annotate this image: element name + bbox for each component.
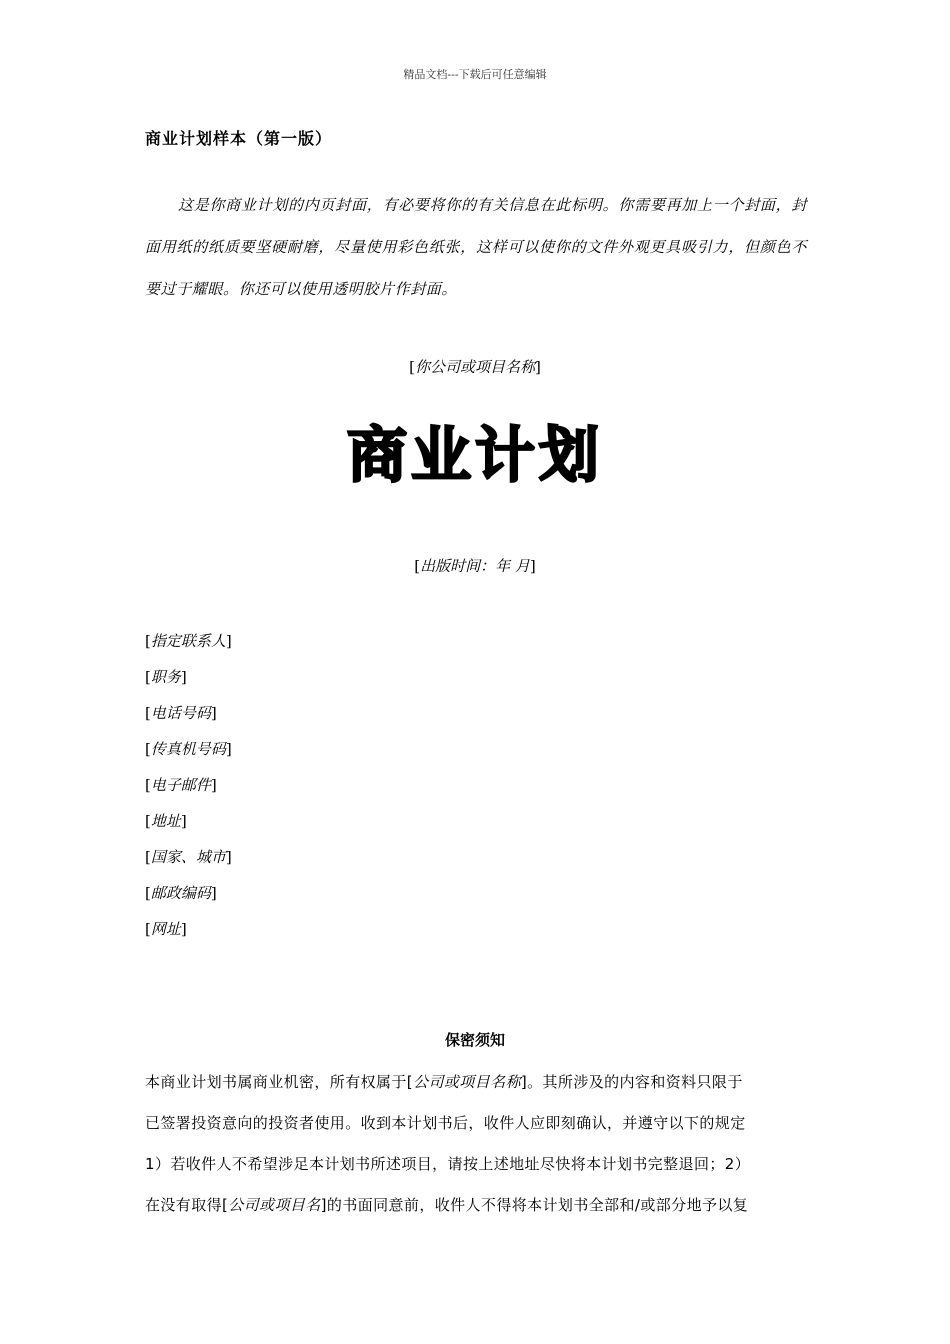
contact-item: [电话号码] — [145, 704, 217, 722]
bracket-open: [ — [409, 358, 415, 376]
contact-item: [传真机号码] — [145, 740, 232, 758]
contact-label: 网址 — [150, 920, 181, 938]
confidentiality-title: 保密须知 — [444, 1031, 505, 1049]
contact-label: 传真机号码 — [150, 740, 226, 758]
contact-label: 电子邮件 — [150, 776, 211, 794]
paragraph-line — [145, 1185, 809, 1226]
document-heading: 商业计划样本（第一版） — [145, 129, 333, 148]
company-name-text: 你公司或项目名称 — [414, 358, 535, 376]
paragraph-line — [145, 1062, 809, 1103]
bracket-close: ] — [529, 557, 536, 575]
paragraph-line: 1）若收件人不希望涉足本计划书所述项目，请按上述地址尽快将本计划书完整退回；2） — [145, 1155, 751, 1173]
contact-item: [邮政编码] — [145, 884, 217, 902]
text-run: 在没有取得[ — [145, 1196, 229, 1214]
contact-label: 邮政编码 — [150, 884, 211, 902]
bracket-open: [ — [414, 557, 421, 575]
header-note: 精品文档---下载后可任意编辑 — [403, 68, 547, 81]
company-name-placeholder — [0, 356, 950, 377]
contact-item: [指定联系人] — [145, 632, 232, 650]
contact-label: 国家、城市 — [150, 848, 226, 866]
contact-item: [国家、城市] — [145, 848, 232, 866]
contact-label: 职务 — [150, 668, 181, 686]
contact-item: [地址] — [145, 812, 187, 830]
publish-date-text: 出版时间：年 月 — [420, 557, 530, 575]
main-title: 商业计划 — [347, 421, 603, 491]
paragraph-line: 已签署投资意向的投资者使用。收到本计划书后，收件人应即刻确认，并遵守以下的规定 — [145, 1114, 746, 1132]
contact-item: [职务] — [145, 668, 187, 686]
contact-label: 指定联系人 — [150, 632, 226, 650]
contact-label: 电话号码 — [150, 704, 211, 722]
confidentiality-paragraph — [145, 1062, 809, 1226]
contact-item: [电子邮件] — [145, 776, 217, 794]
company-name-text: 公司或项目名 — [228, 1196, 321, 1214]
text-run: ]的书面同意前，收件人不得将本计划书全部和/或部分地予以复 — [320, 1196, 749, 1214]
contact-label: 地址 — [150, 812, 181, 830]
intro-paragraph: 这是你商业计划的内页封面，有必要将你的有关信息在此标明。你需要再加上一个封面，封面用纸的纸质要坚硬耐磨，尽量使用彩色纸张，这样可以使你的文件外观更具吸引力，但颜色不要过于耀眼。你还可以使用透明胶片作封面。 — [145, 196, 807, 298]
text-run: 本商业计划书属商业机密，所有权属于[ — [145, 1073, 414, 1091]
company-name-text: 公司或项目名称 — [413, 1073, 521, 1091]
publish-date-placeholder — [0, 555, 950, 576]
contact-list — [145, 630, 232, 954]
contact-item: [网址] — [145, 920, 187, 938]
text-run: ]。其所涉及的内容和资料只限于 — [520, 1073, 743, 1091]
bracket-close: ] — [535, 358, 541, 376]
